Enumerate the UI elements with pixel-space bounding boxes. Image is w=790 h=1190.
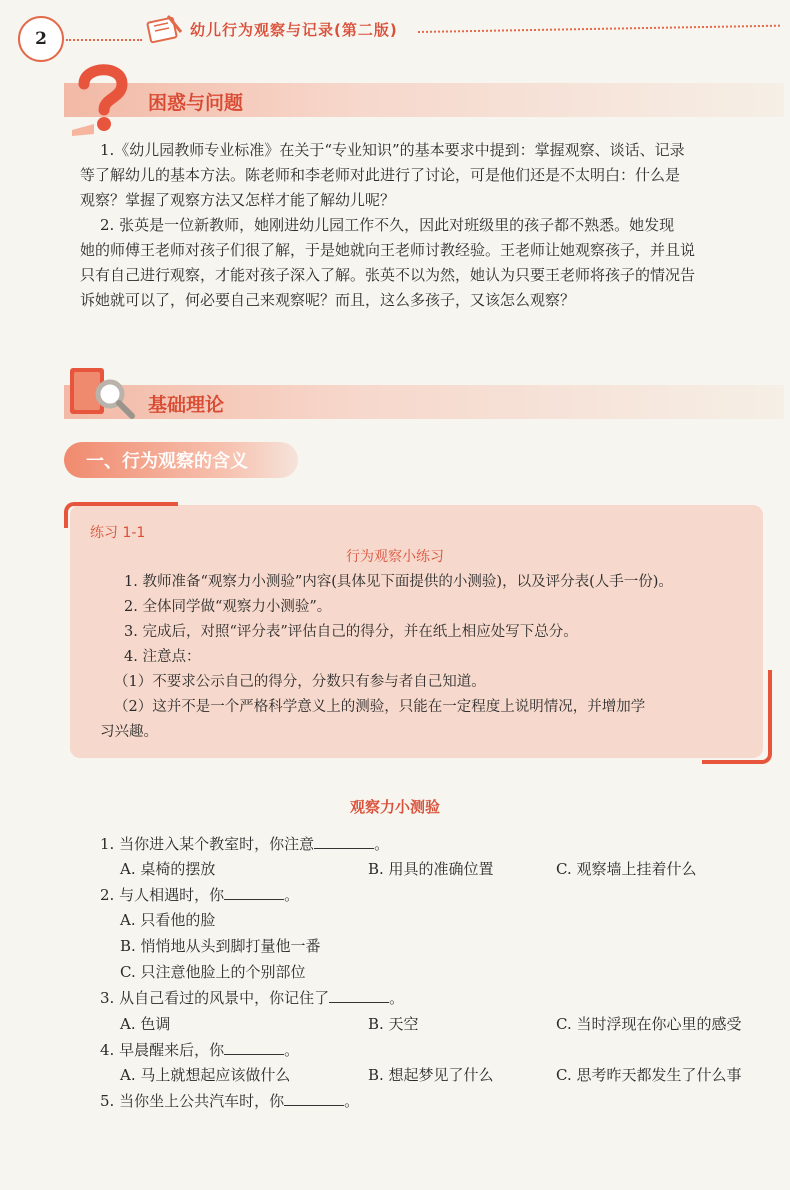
quiz-q3-option-c: C. 当时浮现在你心里的感受	[556, 1015, 742, 1033]
exercise-step-2: 2. 全体同学做“观察力小测验”。	[124, 599, 332, 615]
quiz-q2-option-c: C. 只注意他脸上的个别部位	[120, 963, 306, 981]
quiz-question-2-text: 2. 与人相遇时，你	[100, 886, 225, 904]
quiz-blank-2	[224, 885, 284, 900]
section-title-confusion: 困惑与问题	[148, 92, 244, 114]
exercise-step-4: 4. 注意点：	[124, 649, 201, 665]
exercise-note-2-cont: 习兴趣。	[100, 724, 158, 740]
subheading-behavior-observation: 一、行为观察的含义	[64, 442, 298, 478]
quiz-question-4-end: 。	[284, 1041, 300, 1059]
quiz-q4-option-b: B. 想起梦见了什么	[368, 1066, 494, 1084]
book-title: 幼儿行为观察与记录(第二版)	[190, 21, 398, 39]
quiz-question-5-text: 5. 当你坐上公共汽车时，你	[100, 1092, 285, 1110]
quiz-q1-option-a: A. 桌椅的摆放	[120, 860, 216, 878]
book-magnifier-icon	[64, 364, 140, 424]
quiz-q3-option-b: B. 天空	[368, 1015, 419, 1033]
header-divider-right	[418, 25, 780, 33]
paragraph-1-line-2: 等了解幼儿的基本方法。陈老师和李老师对此进行了讨论，可是他们还是不太明白：什么是	[80, 166, 681, 184]
book-pencil-icon	[146, 12, 184, 46]
quiz-blank-3	[329, 988, 389, 1003]
exercise-label: 练习 1-1	[90, 525, 146, 541]
quiz-question-1	[100, 832, 389, 857]
quiz-question-4	[100, 1038, 299, 1063]
exercise-title: 行为观察小练习	[346, 549, 444, 565]
quiz-blank-4	[224, 1040, 284, 1055]
confusion-paragraphs	[80, 138, 774, 313]
quiz-q4-option-c: C. 思考昨天都发生了什么事	[556, 1066, 742, 1084]
header-divider-left	[66, 39, 142, 41]
quiz-question-3	[100, 986, 404, 1011]
exercise-step-3: 3. 完成后，对照“评分表”评估自己的得分，并在纸上相应处写下总分。	[124, 624, 578, 640]
quiz-question-1-text: 1. 当你进入某个教室时，你注意	[100, 835, 315, 853]
quiz-q2-option-a: A. 只看他的脸	[120, 911, 216, 929]
paragraph-2-line-2: 她的师傅王老师对孩子们很了解，于是她就向王老师讨教经验。王老师让她观察孩子，并且说	[80, 241, 696, 259]
section-title-theory: 基础理论	[148, 394, 225, 416]
quiz-q3-option-a: A. 色调	[120, 1015, 171, 1033]
quiz-blank-1	[314, 834, 374, 849]
quiz-question-1-end: 。	[374, 835, 390, 853]
paragraph-2-line-1: 2. 张英是一位新教师，她刚进幼儿园工作不久，因此对班级里的孩子都不熟悉。她发现	[100, 216, 675, 234]
exercise-note-1: （1）不要求公示自己的得分，分数只有参与者自己知道。	[114, 674, 486, 690]
paragraph-2-line-4: 诉她就可以了，何必要自己来观察呢？而且，这么多孩子，又该怎么观察？	[80, 291, 576, 309]
quiz-question-4-text: 4. 早晨醒来后，你	[100, 1041, 225, 1059]
quiz-question-5-end: 。	[344, 1092, 360, 1110]
question-mark-icon	[64, 58, 142, 136]
quiz-question-3-text: 3. 从自己看过的风景中，你记住了	[100, 989, 330, 1007]
quiz-blank-5	[284, 1091, 344, 1106]
paragraph-1-line-3: 观察？掌握了观察方法又怎样才能了解幼儿呢？	[80, 191, 396, 209]
quiz-question-5	[100, 1089, 359, 1114]
exercise-step-1: 1. 教师准备“观察力小测验”内容(具体见下面提供的小测验)，以及评分表(人手一份)。	[124, 574, 673, 590]
quiz-q2-option-b: B. 悄悄地从头到脚打量他一番	[120, 937, 321, 955]
page-number: 2	[18, 16, 64, 62]
quiz-title: 观察力小测验	[349, 798, 440, 816]
quiz-q1-option-c: C. 观察墙上挂着什么	[556, 860, 697, 878]
quiz-question-2-end: 。	[284, 886, 300, 904]
paragraph-1-line-1: 1.《幼儿园教师专业标准》在关于“专业知识”的基本要求中提到：掌握观察、谈话、记录	[100, 141, 685, 159]
exercise-note-2: （2）这并不是一个严格科学意义上的测验，只能在一定程度上说明情况，并增加学	[114, 699, 646, 715]
paragraph-2-line-3: 只有自己进行观察，才能对孩子深入了解。张英不以为然，她认为只要王老师将孩子的情况告	[80, 266, 696, 284]
exercise-instructions	[100, 570, 750, 745]
quiz-q4-option-a: A. 马上就想起应该做什么	[120, 1066, 291, 1084]
quiz-q1-option-b: B. 用具的准确位置	[368, 860, 494, 878]
quiz-question-2	[100, 883, 299, 908]
quiz-question-3-end: 。	[389, 989, 405, 1007]
